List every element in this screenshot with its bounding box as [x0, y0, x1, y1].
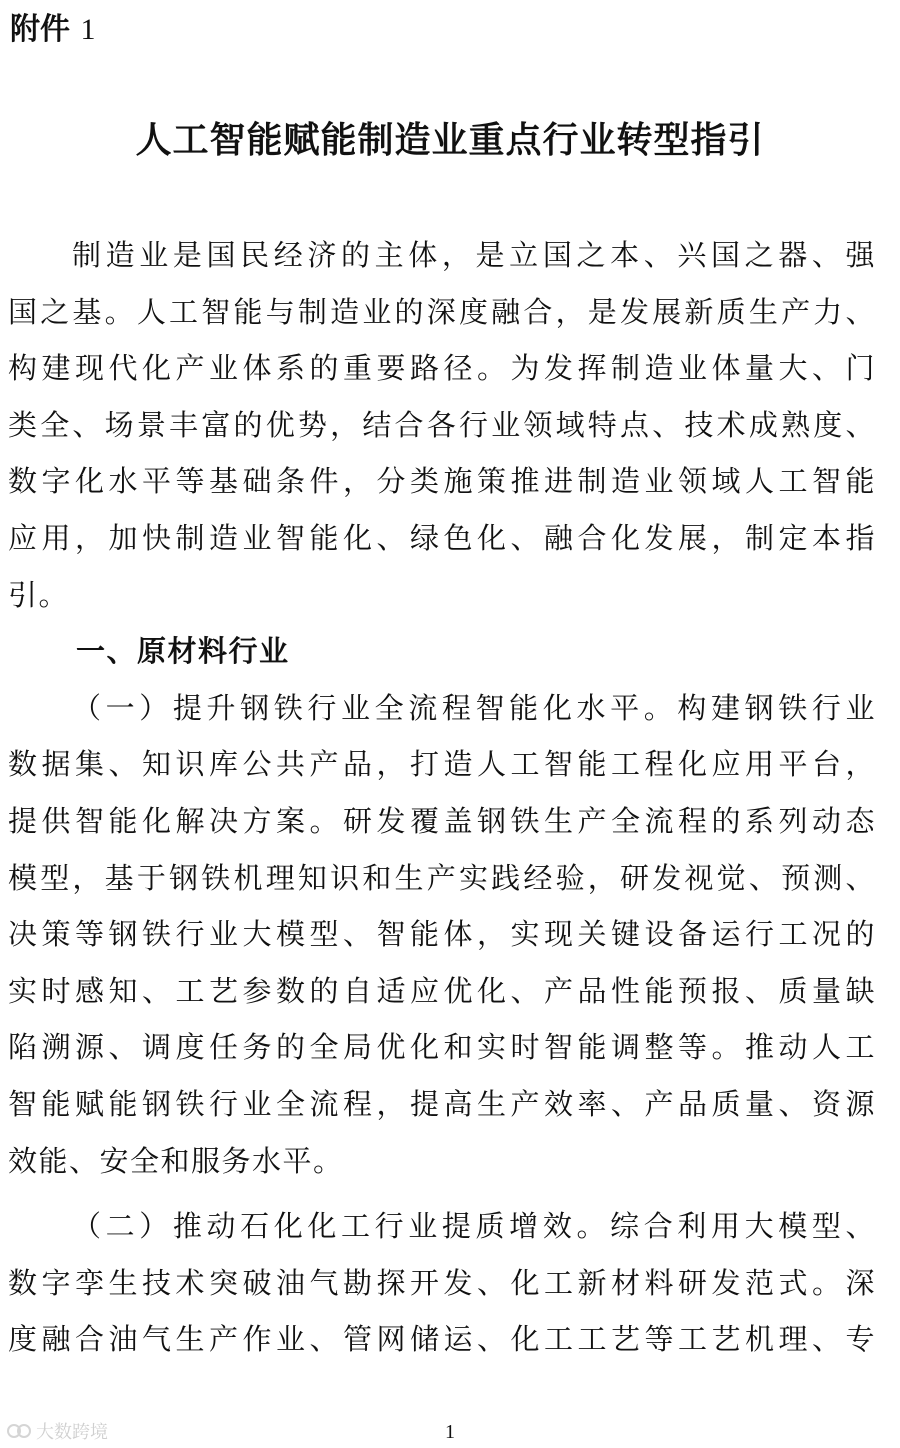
item1-paragraph: [8, 680, 876, 1189]
item2-paragraph: [8, 1198, 876, 1368]
item1-line: 陷溯源、调度任务的全局优化和实时智能调整等。推动人工: [8, 1030, 876, 1065]
intro-line: 制造业是国民经济的主体，是立国之本、兴国之器、强: [72, 238, 876, 272]
item1-line: 决策等钢铁行业大模型、智能体，实现关键设备运行工况的: [8, 917, 876, 952]
item1-line: （一）提升钢铁行业全流程智能化水平。构建钢铁行业: [72, 690, 876, 725]
intro-line: 数字化水平等基础条件，分类施策推进制造业领域人工智能: [8, 464, 876, 499]
item1-line: 智能赋能钢铁行业全流程，提高生产效率、产品质量、资源: [8, 1086, 876, 1121]
item1-line: 数据集、知识库公共产品，打造人工智能工程化应用平台，: [8, 747, 876, 782]
document-title: 人工智能赋能制造业重点行业转型指引: [135, 119, 765, 161]
intro-line: 类全、场景丰富的优势，结合各行业领域特点、技术成熟度、: [8, 407, 876, 442]
item2-line: 度融合油气生产作业、管网储运、化工工艺等工艺机理、专: [8, 1322, 876, 1357]
watermark-text: 大数跨境: [36, 1422, 108, 1443]
document-body: [8, 227, 876, 1368]
item1-line: 实时感知、工艺参数的自适应优化、产品性能预报、质量缺: [8, 973, 876, 1008]
item2-line: （二）推动石化化工行业提质增效。综合利用大模型、: [72, 1209, 876, 1244]
attachment-label: [10, 10, 95, 50]
page-number: 1: [445, 1421, 455, 1443]
intro-paragraph: [8, 227, 876, 623]
attachment-number: 1: [80, 13, 96, 46]
intro-line: 应用，加快制造业智能化、绿色化、融合化发展，制定本指: [8, 520, 876, 555]
section-heading-text: 一、原材料行业: [76, 634, 290, 669]
item2-line: 数字孪生技术突破油气勘探开发、化工新材料研发范式。深: [8, 1265, 876, 1300]
section-heading-raw-materials: [8, 623, 876, 680]
intro-line: 国之基。人工智能与制造业的深度融合，是发展新质生产力、: [8, 294, 876, 329]
item1-line: 效能、安全和服务水平。: [8, 1143, 344, 1178]
item1-line: 模型，基于钢铁机理知识和生产实践经验，研发视觉、预测、: [8, 860, 876, 895]
intro-line: 引。: [8, 577, 70, 612]
paragraph-gap: [8, 1189, 876, 1198]
intro-line: 构建现代化产业体系的重要路径。为发挥制造业体量大、门: [8, 351, 876, 386]
item1-line: 提供智能化解决方案。研发覆盖钢铁生产全流程的系列动态: [8, 803, 876, 838]
attachment-label-text: 附件: [10, 12, 70, 47]
